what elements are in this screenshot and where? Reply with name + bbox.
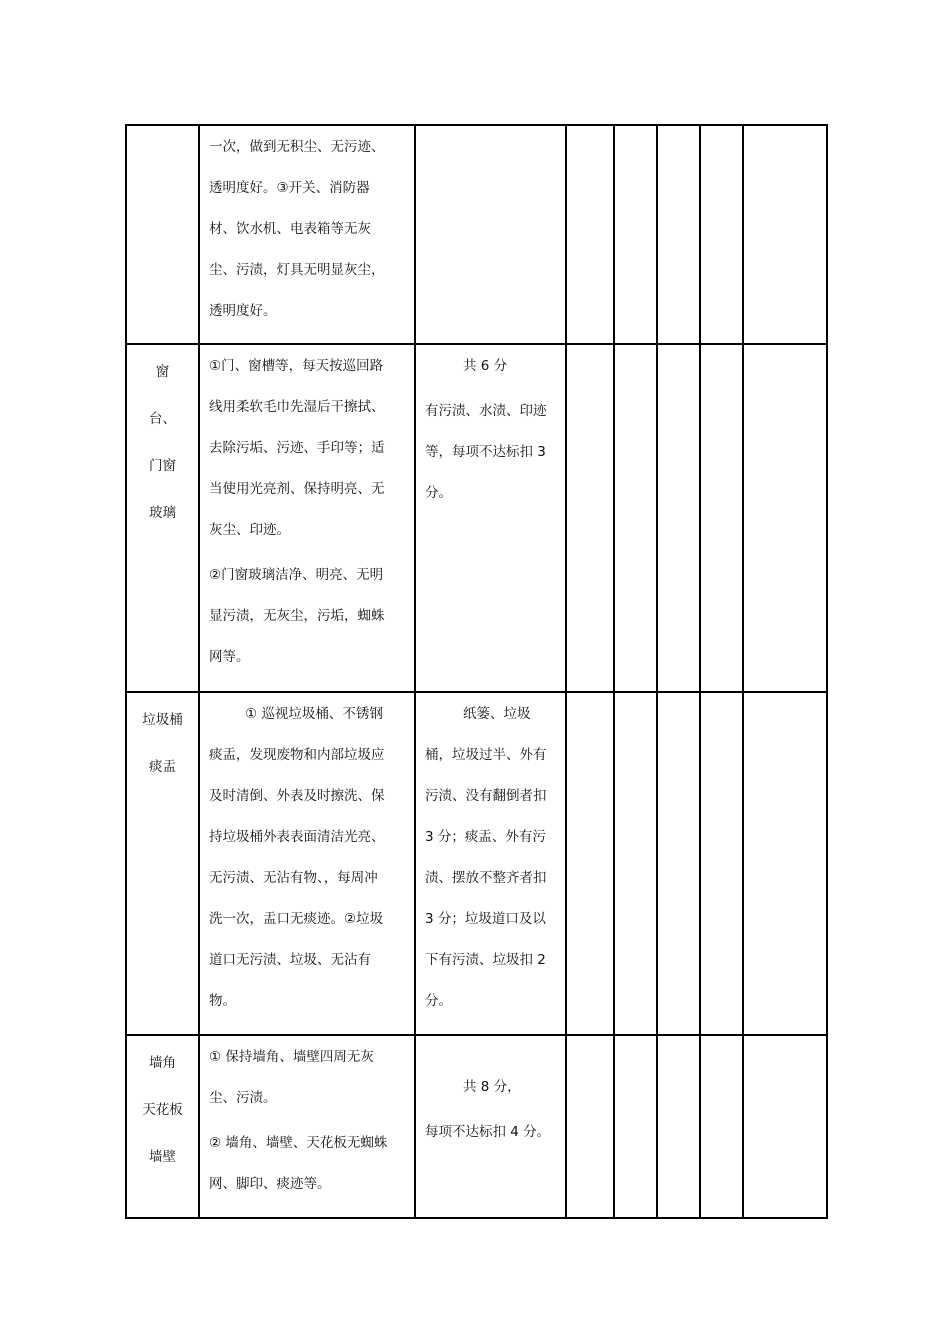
score-head: 共 6 分 xyxy=(463,358,508,374)
item-name-line: 天花板 xyxy=(142,1102,183,1118)
empty-cell xyxy=(614,344,657,692)
item-name-line: 玻璃 xyxy=(149,505,176,521)
standard-cell xyxy=(199,692,415,1035)
empty-cell xyxy=(657,1035,700,1218)
standard-line: 灰尘、印迹。 xyxy=(209,522,290,538)
score-line: 污渍、没有翻倒者扣 xyxy=(425,788,547,804)
score-line: 有污渍、水渍、印迹 xyxy=(425,403,547,419)
empty-cell xyxy=(657,125,700,344)
standard-line: 物。 xyxy=(209,993,236,1009)
empty-cell xyxy=(566,125,614,344)
standard-line: 洗一次，盂口无痰迹。②垃圾 xyxy=(209,911,384,927)
score-line: 分。 xyxy=(425,485,452,501)
table-row xyxy=(126,1035,827,1218)
standard-line: 显污渍，无灰尘，污垢，蜘蛛 xyxy=(209,608,385,624)
standard-line: 尘、污渍，灯具无明显灰尘， xyxy=(209,262,385,278)
item-name-cell xyxy=(126,125,199,344)
standard-line: 一次，做到无积尘、无污迹、 xyxy=(209,139,385,155)
item-name-cell xyxy=(126,344,199,692)
item-name-line: 窗 xyxy=(155,364,170,380)
score-cell xyxy=(415,344,566,692)
score-line: 3 分；垃圾道口及以 xyxy=(425,911,546,927)
item-name-cell xyxy=(126,692,199,1035)
empty-cell xyxy=(614,692,657,1035)
standard-cell xyxy=(199,1035,415,1218)
standard-line: 无污渍、无沾有物、，每周冲 xyxy=(209,870,378,886)
empty-cell xyxy=(700,1035,743,1218)
empty-cell xyxy=(700,344,743,692)
empty-cell xyxy=(700,692,743,1035)
item-name-line: 痰盂 xyxy=(149,759,176,775)
table-row xyxy=(126,125,827,344)
standard-line: 透明度好。 xyxy=(209,303,277,319)
standard-line: 去除污垢、污迹、手印等；适 xyxy=(209,440,385,456)
empty-cell xyxy=(566,1035,614,1218)
standard-line: 当使用光亮剂、保持明亮、无 xyxy=(209,481,385,497)
empty-cell xyxy=(743,1035,827,1218)
score-cell xyxy=(415,692,566,1035)
standard-line: 网等。 xyxy=(209,649,250,665)
standard-line: 网、脚印、痰迹等。 xyxy=(209,1176,331,1192)
standard-line: ①门、窗槽等，每天按巡回路 xyxy=(209,358,384,374)
empty-cell xyxy=(743,125,827,344)
standard-line: 透明度好。③开关、消防器 xyxy=(209,180,370,196)
standard-line: 持垃圾桶外表表面清洁光亮、 xyxy=(209,829,385,845)
empty-cell xyxy=(657,692,700,1035)
table-row xyxy=(126,692,827,1035)
score-head: 共 8 分， xyxy=(463,1079,521,1095)
empty-cell xyxy=(743,344,827,692)
inspection-table xyxy=(125,124,828,1219)
item-name-line: 门窗 xyxy=(149,458,176,474)
standard-line: 线用柔软毛巾先湿后干擦拭、 xyxy=(209,399,385,415)
standard-line: ② 墙角、墙壁、天花板无蜘蛛 xyxy=(209,1135,388,1151)
score-line: 下有污渍、垃圾扣 2 xyxy=(425,952,546,968)
standard-line: ②门窗玻璃洁净、明亮、无明 xyxy=(209,567,384,583)
standard-line: 材、饮水机、电表箱等无灰 xyxy=(209,221,371,237)
empty-cell xyxy=(614,125,657,344)
score-line: 分。 xyxy=(425,993,452,1009)
standard-line: ① 保持墙角、墙壁四周无灰 xyxy=(209,1049,374,1065)
item-name-cell xyxy=(126,1035,199,1218)
standard-cell xyxy=(199,344,415,692)
empty-cell xyxy=(566,344,614,692)
score-line: 桶，垃圾过半、外有 xyxy=(425,747,547,763)
empty-cell xyxy=(614,1035,657,1218)
standard-cell xyxy=(199,125,415,344)
empty-cell xyxy=(657,344,700,692)
standard-line: 道口无污渍、垃圾、无沾有 xyxy=(209,952,371,968)
score-line: 渍、摆放不整齐者扣 xyxy=(425,870,547,886)
score-cell xyxy=(415,1035,566,1218)
empty-cell xyxy=(566,692,614,1035)
score-line: 每项不达标扣 4 分。 xyxy=(425,1124,551,1140)
standard-head: ① 巡视垃圾桶、不锈钢 xyxy=(245,706,383,722)
score-cell xyxy=(415,125,566,344)
item-name-line: 垃圾桶 xyxy=(142,712,183,728)
standard-line: 尘、污渍。 xyxy=(209,1090,277,1106)
item-name-line: 台、 xyxy=(149,411,176,427)
score-line: 等，每项不达标扣 3 xyxy=(425,444,546,460)
item-name-line: 墙角 xyxy=(149,1055,176,1071)
score-head: 纸篓、垃圾 xyxy=(463,706,531,722)
empty-cell xyxy=(743,692,827,1035)
score-line: 3 分；痰盂、外有污 xyxy=(425,829,546,845)
table-row xyxy=(126,344,827,692)
standard-line: 痰盂，发现废物和内部垃圾应 xyxy=(209,747,385,763)
empty-cell xyxy=(700,125,743,344)
item-name-line: 墙壁 xyxy=(149,1149,176,1165)
standard-line: 及时清倒、外表及时擦洗、保 xyxy=(209,788,385,804)
